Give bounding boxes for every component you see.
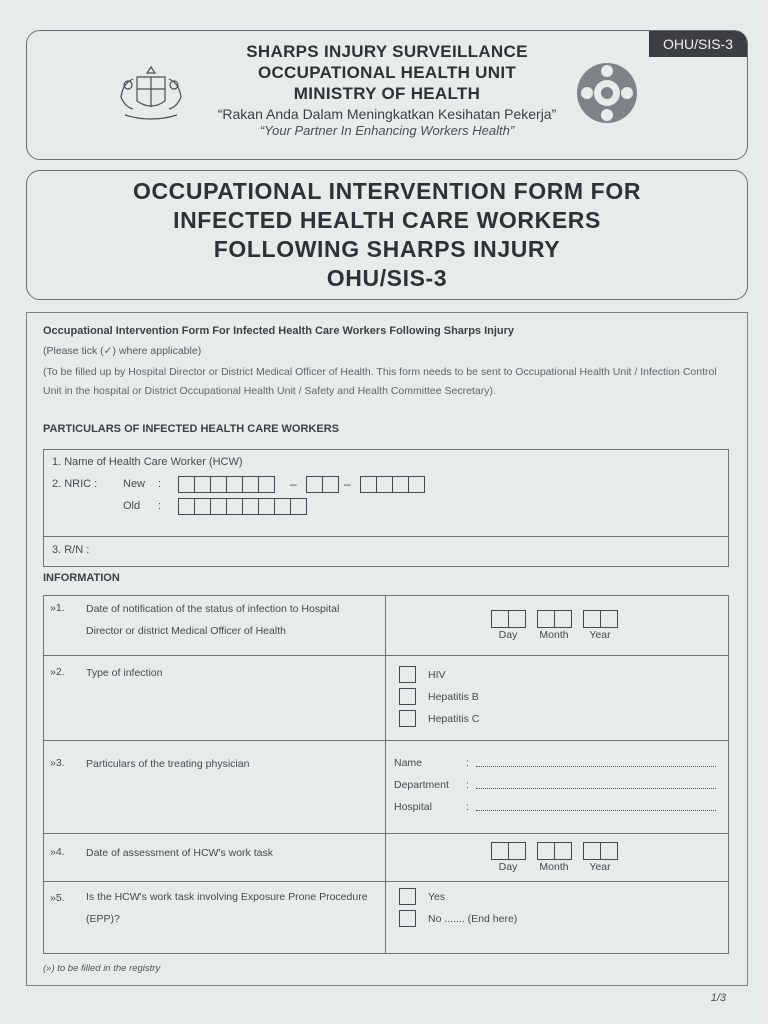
q2-text: Type of infection xyxy=(86,667,163,679)
info-row-2 xyxy=(44,656,728,741)
particulars-heading: PARTICULARS OF INFECTED HEALTH CARE WORKERS xyxy=(43,423,339,435)
form-title-line-3: FOLLOWING SHARPS INJURY xyxy=(213,236,561,262)
info-row-4 xyxy=(44,834,728,882)
form-code-tag: OHU/SIS-3 xyxy=(649,31,747,57)
q5-number: »5. xyxy=(50,892,65,904)
day-label: Day xyxy=(498,861,518,873)
header-slogan-malay: “Rakan Anda Dalam Meningkatkan Kesihatan Pekerja” xyxy=(217,106,557,122)
nric-new-part1[interactable] xyxy=(178,476,274,493)
nric-old-colon: : xyxy=(158,500,162,512)
nric-new-label: New xyxy=(123,478,146,490)
information-heading: INFORMATION xyxy=(43,572,120,584)
hepatitis-c-checkbox[interactable] xyxy=(399,710,416,727)
option-hepatitis-b[interactable]: Hepatitis B xyxy=(399,688,479,705)
epp-yes-checkbox[interactable] xyxy=(399,888,416,905)
rn-label: 3. R/N : xyxy=(52,544,90,556)
q4-number: »4. xyxy=(50,846,65,858)
month-label: Month xyxy=(539,629,569,641)
form-body xyxy=(26,312,748,986)
form-title-line-2: INFECTED HEALTH CARE WORKERS xyxy=(173,207,601,233)
option-hepatitis-c[interactable]: Hepatitis C xyxy=(399,710,479,727)
particulars-divider xyxy=(44,536,728,537)
nric-old-boxes[interactable] xyxy=(178,498,306,515)
ohu-logo-icon xyxy=(575,61,639,125)
particulars-box xyxy=(43,449,729,567)
form-title-line-4: OHU/SIS-3 xyxy=(326,265,448,291)
q3-text: Particulars of the treating physician xyxy=(86,758,250,770)
option-hiv[interactable]: HIV xyxy=(399,666,446,683)
option-epp-yes[interactable]: Yes xyxy=(399,888,445,905)
nric-new-part3[interactable] xyxy=(360,476,424,493)
header-line-1: SHARPS INJURY SURVEILLANCE xyxy=(246,42,528,61)
nric-new-colon: : xyxy=(158,478,162,490)
nric-dash-2: – xyxy=(344,477,351,491)
header-line-3: MINISTRY OF HEALTH xyxy=(293,84,481,103)
form-sheet xyxy=(8,0,756,1024)
q5-text: Is the HCW's work task involving Exposure Prone Procedure (EPP)? xyxy=(86,891,368,925)
header-panel xyxy=(26,30,748,160)
information-table xyxy=(43,595,729,954)
day-label: Day xyxy=(498,629,518,641)
header-line-2: OCCUPATIONAL HEALTH UNIT xyxy=(257,63,517,82)
q1-number: »1. xyxy=(50,602,65,614)
info-row-1 xyxy=(44,596,728,656)
page-number: 1/3 xyxy=(710,992,726,1004)
q4-date-input[interactable] xyxy=(491,842,617,873)
header-slogan-english: “Your Partner In Enhancing Workers Health” xyxy=(259,123,515,138)
q2-number: »2. xyxy=(50,666,65,678)
nric-dash-1: – xyxy=(290,477,297,491)
intro-note: (Please tick (✓) where applicable) xyxy=(43,345,202,357)
title-panel xyxy=(26,170,748,300)
option-epp-no[interactable]: No ....... (End here) xyxy=(399,910,517,927)
info-row-3: »3. Particulars of the treating physician Name : Department : Hospital : xyxy=(44,741,728,834)
year-label: Year xyxy=(589,861,611,873)
q3-number: »3. xyxy=(50,757,65,769)
nric-label: 2. NRIC : xyxy=(52,478,98,490)
hepatitis-b-checkbox[interactable] xyxy=(399,688,416,705)
intro-title: Occupational Intervention Form For Infected Health Care Workers Following Sharps Injury xyxy=(43,325,515,337)
year-label: Year xyxy=(589,629,611,641)
epp-no-checkbox[interactable] xyxy=(399,910,416,927)
q1-text: Date of notification of the status of infection to Hospital Director or district Medical Officer of Health xyxy=(86,603,340,637)
q4-text: Date of assessment of HCW's work task xyxy=(86,847,273,859)
hiv-checkbox[interactable] xyxy=(399,666,416,683)
q1-date-input[interactable] xyxy=(491,610,617,641)
form-title-line-1: OCCUPATIONAL INTERVENTION FORM FOR xyxy=(132,178,642,204)
hcw-name-label: 1. Name of Health Care Worker (HCW) xyxy=(52,456,243,468)
registry-footnote: (») to be filled in the registry xyxy=(43,963,161,974)
info-row-5 xyxy=(44,882,728,955)
intro-description: (To be filled up by Hospital Director or District Medical Officer of Health. This form needs to be sent to Occupational Health Unit / Infection Control Unit in the hospital or District Occupational Health Unit / Safety and Health Committee Secretary). xyxy=(43,366,717,397)
nric-new-part2[interactable] xyxy=(306,476,338,493)
month-label: Month xyxy=(539,861,569,873)
nric-old-label: Old xyxy=(123,500,141,512)
